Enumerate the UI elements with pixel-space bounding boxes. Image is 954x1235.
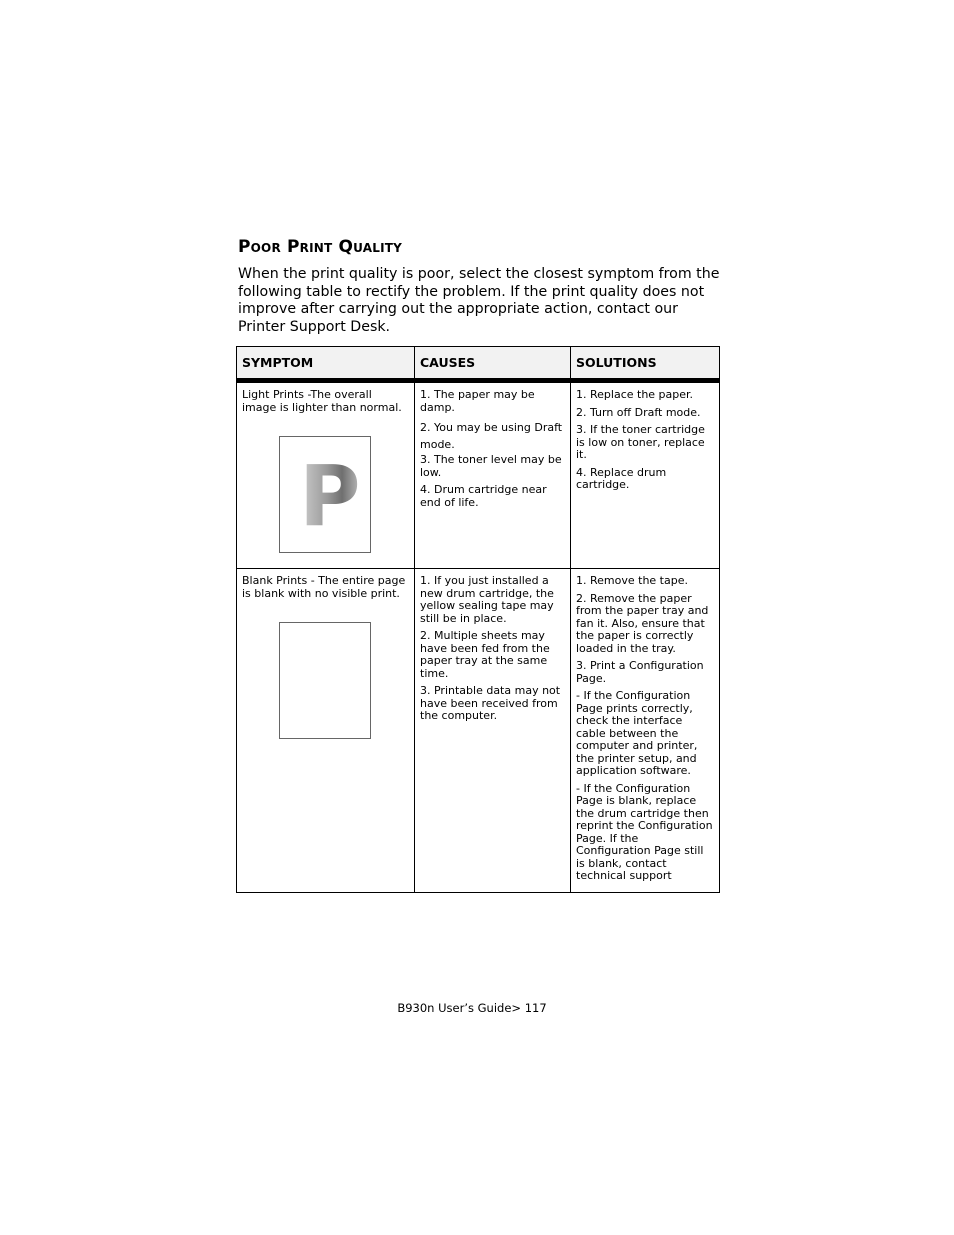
causes-cell: [415, 381, 571, 569]
light-print-illustration: [279, 436, 371, 553]
solutions-cell: [571, 381, 720, 569]
cause-item: 2. Multiple sheets may have been fed from the paper tray at the same time.: [420, 629, 550, 680]
solution-item: 2. Remove the paper from the paper tray and fan it. Also, ensure that the paper is correctly loaded in the tray.: [576, 591, 709, 655]
cause-item: 4. Drum cartridge near end of life.: [420, 483, 547, 509]
cause-item: 3. The toner level may be low.: [420, 453, 562, 479]
symptom-text: Light Prints -The overall image is lighter than normal.: [242, 388, 402, 414]
page-footer: B930n User’s Guide> 117: [397, 1001, 547, 1015]
column-header-solutions: SOLUTIONS: [571, 347, 720, 381]
symptom-cell: [237, 569, 415, 893]
faded-letter: P: [299, 447, 361, 545]
cause-item: 3. Printable data may not have been received from the computer.: [420, 684, 561, 722]
table-header-row: [237, 347, 720, 381]
column-header-causes: CAUSES: [415, 347, 571, 381]
causes-cell: [415, 569, 571, 893]
table-row: [237, 569, 720, 893]
solutions-cell: [571, 569, 720, 893]
intro-paragraph: When the print quality is poor, select the closest symptom from the following table to rectify the problem. If the print quality does not improve after carrying out the appropriate action, contact our Printer Support Desk.: [238, 266, 720, 335]
cause-item: 1. The paper may be damp.: [420, 388, 535, 414]
column-header-symptom: SYMPTOM: [237, 347, 415, 381]
section-heading: Poor Print Quality: [238, 237, 403, 257]
solution-item: 4. Replace drum cartridge.: [576, 465, 667, 491]
symptom-cell: [237, 381, 415, 569]
solution-item: 1. Replace the paper.: [576, 388, 694, 401]
cause-item: 1. If you just installed a new drum cartridge, the yellow sealing tape may still be in place.: [420, 574, 554, 625]
faded-letter-image: [280, 437, 370, 552]
blank-print-illustration: [279, 622, 371, 739]
table-row: [237, 381, 720, 569]
troubleshooting-table: [236, 346, 720, 893]
solution-item: 1. Remove the tape.: [576, 574, 688, 587]
solution-item: - If the Configuration Page is blank, replace the drum cartridge then reprint the Configuration Page. If the Configuration Page still is blank, contact technical support: [576, 781, 713, 882]
cause-item: 2. You may be using Draft mode.: [420, 421, 563, 451]
symptom-text: Blank Prints - The entire page is blank with no visible print.: [242, 574, 406, 600]
solution-item: 2. Turn off Draft mode.: [576, 405, 701, 419]
solution-item: 3. If the toner cartridge is low on toner, replace it.: [576, 423, 705, 461]
solution-item: 3. Print a Configuration Page.: [576, 659, 704, 685]
solution-item: - If the Configuration Page prints correctly, check the interface cable between the computer and printer, the printer setup, and application software.: [576, 689, 698, 777]
